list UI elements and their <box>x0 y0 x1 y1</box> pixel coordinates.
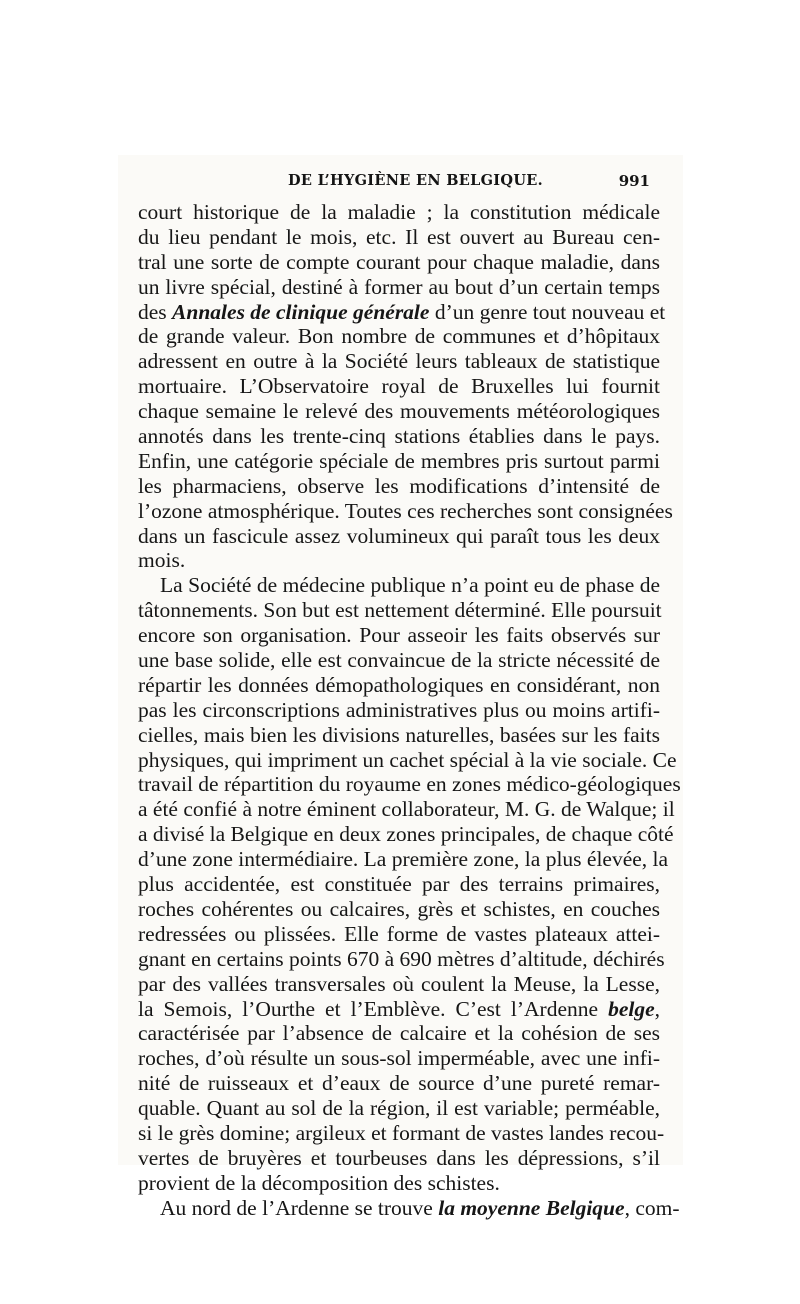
text-line: roches cohérentes ou calcaires, grès et schistes, en couches <box>138 896 660 921</box>
running-header <box>138 172 650 196</box>
text-line: tâtonnements. Son but est nettement déterminé. Elle poursuit <box>138 598 662 623</box>
text-line: les pharmaciens, observe les modifications d’intensité de <box>138 473 660 498</box>
text-segment: , com- <box>624 1195 680 1220</box>
italic-title: Annales de clinique générale <box>172 299 430 324</box>
text-segment: Au nord de l’Ardenne se trouve <box>160 1195 439 1220</box>
text-line: quable. Quant au sol de la région, il est variable; perméable, <box>138 1096 660 1121</box>
text-line: si le grès domine; argileux et formant de vastes landes recou- <box>138 1120 665 1145</box>
text-line: a divisé la Belgique en deux zones principales, de chaque côté <box>138 822 674 847</box>
text-line-with-italic <box>138 299 666 325</box>
text-line: vertes de bruyères et tourbeuses dans les dépressions, s’il <box>138 1145 660 1170</box>
text-line: de grande valeur. Bon nombre de communes et d’hôpitaux <box>138 324 660 349</box>
text-line: gnant en certains points 670 à 690 mètres d’altitude, déchirés <box>138 946 665 971</box>
text-segment: la Semois, l’Ourthe et l’Emblève. C’est l’Ardenne <box>138 996 609 1021</box>
text-line: une base solide, elle est convaincue de la stricte nécessité de <box>138 648 660 673</box>
text-line-with-italic <box>138 1195 680 1221</box>
paragraph-start-line: La Société de médecine publique n’a point eu de phase de <box>160 573 660 598</box>
text-line: chaque semaine le relevé des mouvements météorologiques <box>138 399 660 424</box>
text-line: un livre spécial, destiné à former au bout d’un certain temps <box>138 274 660 299</box>
text-line: mortuaire. L’Observatoire royal de Bruxelles lui fournit <box>138 374 660 399</box>
text-line: redressées ou plissées. Elle forme de vastes plateaux attei- <box>138 921 660 946</box>
italic-word: belge <box>608 996 655 1021</box>
text-line: roches, d’où résulte un sous-sol imperméable, avec une infi- <box>138 1046 660 1071</box>
page-number: 991 <box>618 172 650 190</box>
text-line: annotés dans les trente-cinq stations établies dans le pays. <box>138 424 660 449</box>
text-line: encore son organisation. Pour asseoir les faits observés sur <box>138 623 660 648</box>
body-text <box>138 200 681 1221</box>
text-line: caractérisée par l’absence de calcaire et la cohésion de ses <box>138 1021 660 1046</box>
text-line: cielles, mais bien les divisions naturelles, basées sur les faits <box>138 722 660 747</box>
text-segment: d’un genre tout nouveau et <box>429 299 666 324</box>
text-line: l’ozone atmosphérique. Toutes ces recherches sont consignées <box>138 498 673 523</box>
italic-phrase: la moyenne Belgique <box>438 1195 625 1220</box>
running-title: DE L’HYGIÈNE EN BELGIQUE. <box>288 172 543 189</box>
text-line: répartir les données démopathologiques en considérant, non <box>138 672 660 697</box>
text-line-with-italic <box>138 997 660 1022</box>
text-line: plus accidentée, est constituée par des terrains primaires, <box>138 872 660 897</box>
text-line: d’une zone intermédiaire. La première zone, la plus élevée, la <box>138 847 669 872</box>
text-line: Enfin, une catégorie spéciale de membres pris surtout parmi <box>138 448 660 473</box>
paragraph-end-line: mois. <box>138 548 186 573</box>
text-line: court historique de la maladie ; la constitution médicale <box>138 200 660 224</box>
text-line: dans un fascicule assez volumineux qui paraît tous les deux <box>138 523 660 548</box>
text-segment: , <box>654 996 660 1021</box>
text-segment: des <box>138 299 173 324</box>
paragraph-end-line: provient de la décomposition des schistes. <box>138 1170 500 1195</box>
text-line: par des vallées transversales où coulent la Meuse, la Lesse, <box>138 971 660 996</box>
text-line: pas les circonscriptions administratives plus ou moins artifi- <box>138 697 660 722</box>
text-line: adressent en outre à la Société leurs tableaux de statistique <box>138 349 660 374</box>
text-line: physiques, qui impriment un cachet spécial à la vie sociale. Ce <box>138 747 677 772</box>
text-line: travail de répartition du royaume en zones médico-géologiques <box>138 772 681 797</box>
text-line: a été confié à notre éminent collaborateur, M. G. de Walque; il <box>138 797 675 822</box>
text-line: nité de ruisseaux et d’eaux de source d’une pureté remar- <box>138 1071 660 1096</box>
text-line: tral une sorte de compte courant pour chaque maladie, dans <box>138 249 660 274</box>
text-line: du lieu pendant le mois, etc. Il est ouvert au Bureau cen- <box>138 224 660 249</box>
